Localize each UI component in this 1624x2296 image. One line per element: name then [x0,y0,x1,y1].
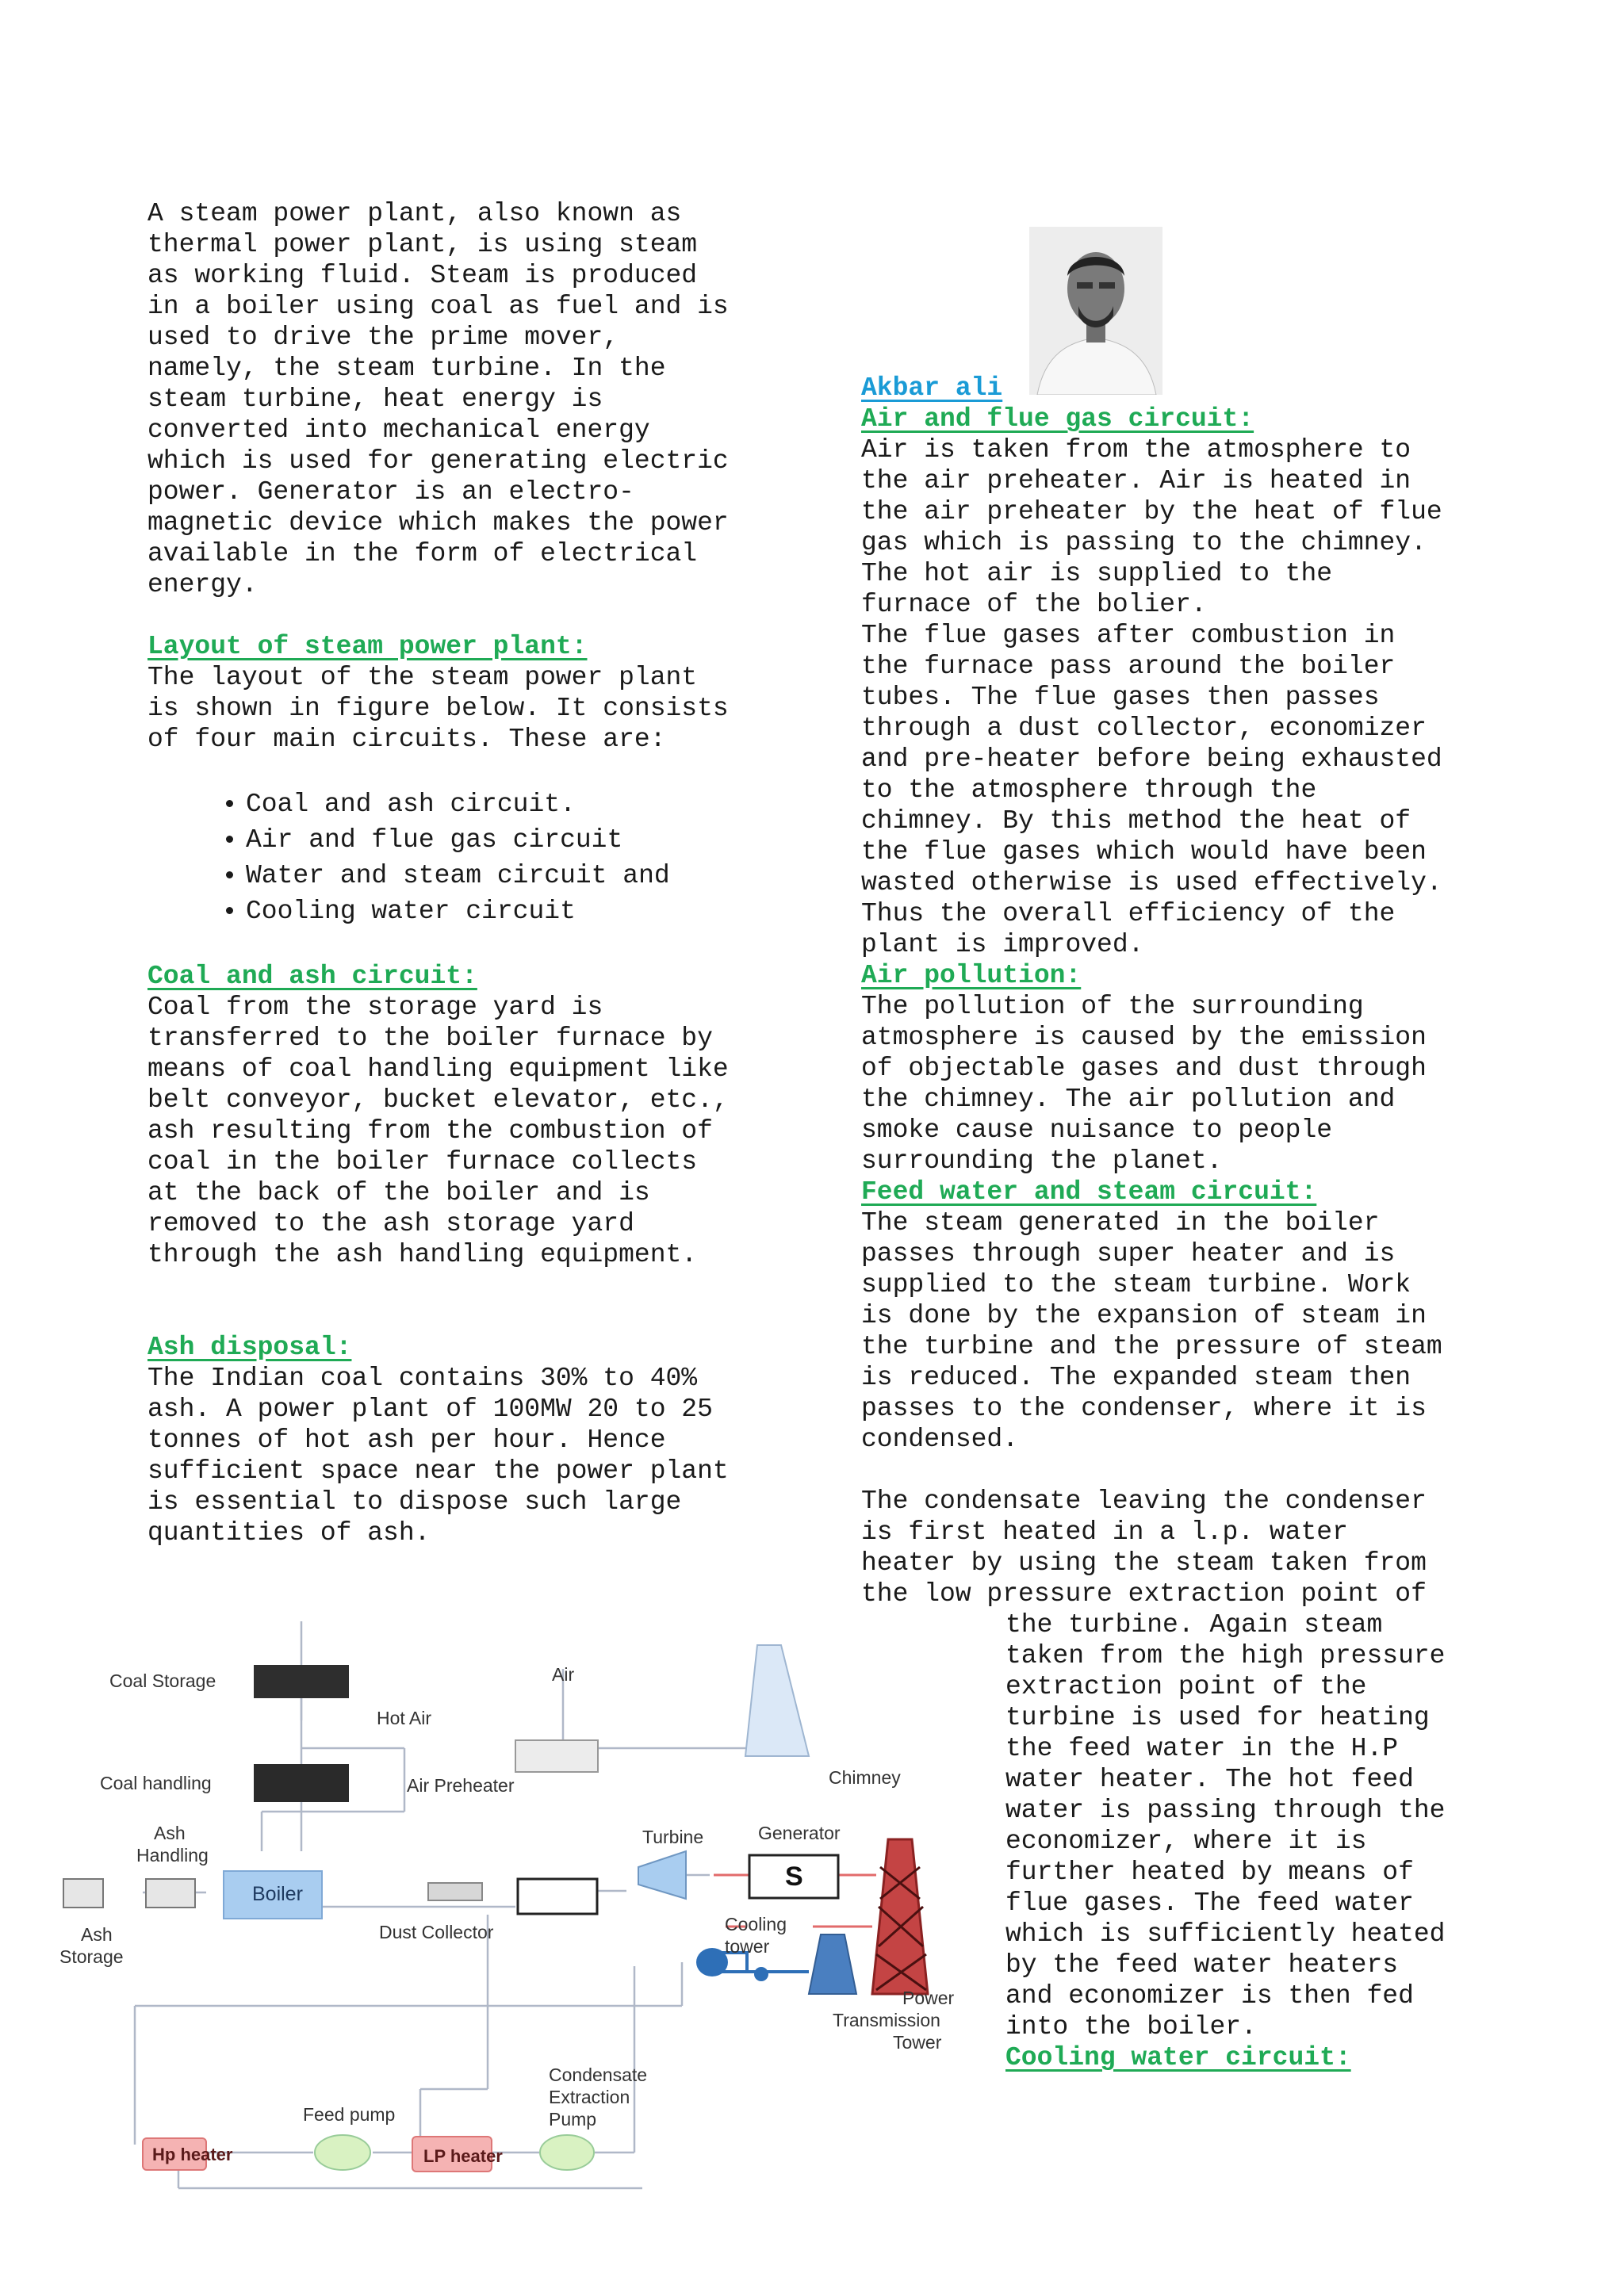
left-column [147,198,845,1548]
economizer-block [518,1879,597,1914]
condensate-continuation-paragraph: the turbine. Again steam taken from the high pressure extraction point of the turbine is used for heating the feed water in the H.P water heater. The hot feed water is passing through the economizer, where it is further heated by means of flue gases. The feed water which is sufficiently heated by the feed water heaters and economizer is then fed into the boiler. [1005,1610,1446,2042]
feed-water-paragraph: The steam generated in the boiler passes through super heater and is supplied to the steam turbine. Work is done by the expansion of steam in the turbine and the pressure of steam is reduced. The expanded steam then passes to the condenser, where it is condensed. [861,1208,1442,1454]
author-link[interactable]: Akbar ali [861,373,1003,403]
air-flue-heading: Air and flue gas circuit: [861,404,1254,434]
list-item: • Cooling water circuit [246,894,845,929]
ash-storage-block [63,1879,103,1908]
cooling-tower-label: Cooling [725,1914,787,1934]
person-silhouette-icon [1029,227,1162,395]
ash-storage-label-2: Storage [59,1946,124,1967]
intro-paragraph: A steam power plant, also known as thermal power plant, is using steam as working fluid. Steam is produced in a boiler using coal as fuel and is used to drive the prime mover, namely, the steam turbine. In the steam turbine, heat energy is converted into mechanical energy which is used for generating electric power. Generator is an electro- magnetic device which makes the power available in the form of electrical energy. [147,199,729,599]
layout-paragraph: The layout of the steam power plant is shown in figure below. It consists of four main circuits. These are: [147,663,729,754]
feed-pump-shape [315,2135,370,2170]
coal-storage-block [254,1665,349,1698]
steam-plant-layout-diagram [48,1613,999,2216]
condensate-pump-label-2: Extraction [549,2087,630,2107]
lp-heater-label: LP heater [423,2146,503,2166]
ash-handling-block [146,1879,195,1908]
air-preheater-block [515,1740,598,1772]
air-pollution-paragraph: The pollution of the surrounding atmosphere is caused by the emission of objectable gases and dust through the chimney. The air pollution and smoke cause nuisance to people surrounding the planet. [861,992,1427,1176]
boiler-label: Boiler [252,1883,303,1905]
circuit-list [147,786,845,929]
condensate-pump-label: Condensate [549,2064,648,2085]
hp-heater-label: Hp heater [152,2145,233,2164]
feed-water-heading: Feed water and steam circuit: [861,1177,1317,1207]
air-preheater-label: Air Preheater [407,1775,515,1796]
air-flue-paragraph: Air is taken from the atmosphere to the air preheater. Air is heated in the air preheater by the heat of flue gas which is passing to the chimney. The hot air is supplied to the furnace of the bolier. The flue gases after combustion in the furnace pass around the boiler tubes. The flue gases then passes through a dust collector, economizer and pre-heater before being exhausted to the atmosphere through the chimney. By this method the heat of the flue gases which would have been wasted otherwise is used effectively. Thus the overall efficiency of the plant is improved. [861,435,1442,959]
dust-collector-block [428,1883,482,1900]
condensate-paragraph: The condensate leaving the condenser is first heated in a l.p. water heater by using the steam taken from the low pressure extraction point of [861,1487,1427,1609]
coal-ash-heading: Coal and ash circuit: [147,962,477,991]
list-item: • Air and flue gas circuit [246,822,845,858]
power-tower-label-3: Tower [893,2032,942,2053]
ash-handling-label: Ash [154,1823,186,1843]
condensate-pump-shape [540,2135,594,2170]
cooling-tower-label-2: tower [725,1936,770,1957]
right-column-continuation [1005,1609,1481,2073]
power-tower-label: Power [902,1988,955,2008]
air-pollution-heading: Air pollution: [861,961,1082,990]
power-tower-label-2: Transmission [833,2010,940,2030]
coal-handling-label: Coal handling [100,1773,212,1793]
dust-collector-label: Dust Collector [379,1922,494,1942]
author-photo [1029,227,1162,395]
list-item: • Water and steam circuit and [246,858,845,894]
condensate-pump-label-3: Pump [549,2109,597,2130]
generator-symbol: S [785,1862,803,1892]
ash-handling-label-2: Handling [136,1845,209,1866]
ash-disposal-paragraph: The Indian coal contains 30% to 40% ash. A power plant of 100MW 20 to 25 tonnes of hot ash per hour. Hence sufficient space near the power plant is essential to dispose such large quantities of ash. [147,1364,729,1548]
coal-ash-paragraph: Coal from the storage yard is transferred to the boiler furnace by means of coal handling equipment like belt conveyor, bucket elevator, etc., ash resulting from the combustion of coal in the boiler furnace collects at the back of the boiler and is removed to the ash storage yard through the ash handling equipment. [147,993,729,1269]
ash-storage-label: Ash [81,1924,113,1945]
hot-air-label: Hot Air [377,1708,432,1728]
turbine-label: Turbine [642,1827,704,1847]
right-column [861,373,1480,1609]
coal-handling-block [254,1764,349,1802]
generator-label: Generator [758,1823,841,1843]
cooling-water-heading: Cooling water circuit: [1005,2043,1351,2072]
feed-pump-label: Feed pump [303,2104,396,2125]
coal-storage-label: Coal Storage [109,1670,216,1691]
ash-disposal-heading: Ash disposal: [147,1333,352,1362]
air-label: Air [552,1664,575,1685]
list-item: • Coal and ash circuit. [246,786,845,822]
chimney-label: Chimney [829,1767,901,1788]
layout-heading: Layout of steam power plant: [147,632,588,661]
